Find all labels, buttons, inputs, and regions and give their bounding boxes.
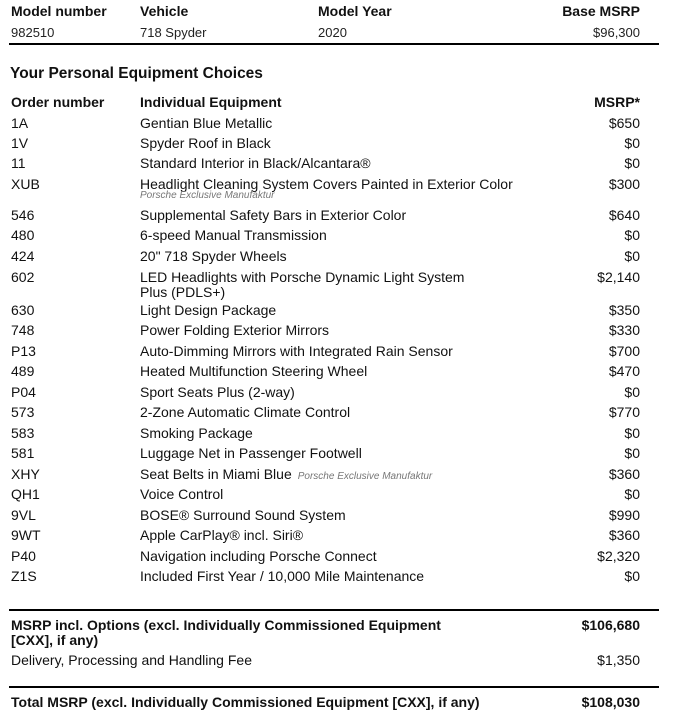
equipment-description: Apple CarPlay® incl. Siri® [140,527,304,543]
section-title: Your Personal Equipment Choices [10,65,263,82]
equipment-price: $0 [624,227,640,243]
msrp-incl-options-value: $106,680 [581,617,640,633]
model-year-value: 2020 [318,25,347,40]
equipment-price: $0 [624,384,640,400]
total-divider [9,686,659,688]
order-code: P13 [11,343,36,359]
equipment-description: Gentian Blue Metallic [140,115,273,131]
equipment-description: Supplemental Safety Bars in Exterior Color [140,207,407,223]
equipment-description: Smoking Package [140,425,253,441]
order-code: 1V [11,135,29,151]
order-code: XUB [11,176,40,192]
order-code: 573 [11,404,35,420]
equipment-price: $0 [624,486,640,502]
equipment-price: $770 [608,404,640,420]
equipment-price: $640 [608,207,640,223]
order-code: XHY [11,466,40,482]
order-code: 581 [11,445,35,461]
base-msrp-header: Base MSRP [562,3,640,19]
equipment-price: $300 [608,176,640,192]
model-number-value: 982510 [11,25,55,40]
order-code: P40 [11,548,36,564]
equipment-price: $2,320 [597,548,640,564]
model-year-header: Model Year [318,3,392,19]
equipment-description: Light Design Package [140,302,277,318]
order-code: 424 [11,248,35,264]
equipment-price: $2,140 [597,269,640,285]
equipment-description: Power Folding Exterior Mirrors [140,322,330,338]
equipment-price: $0 [624,445,640,461]
header-divider [9,43,659,45]
delivery-fee-value: $1,350 [597,652,640,668]
equipment-price: $470 [608,363,640,379]
order-code: P04 [11,384,36,400]
equipment-description: Included First Year / 10,000 Mile Maintenance [140,568,425,584]
order-number-header: Order number [11,94,105,110]
manufaktur-note: Porsche Exclusive Manufaktur [140,190,275,201]
equipment-description: 6-speed Manual Transmission [140,227,327,243]
equipment-description: Auto-Dimming Mirrors with Integrated Rain Sensor [140,343,453,359]
msrp-header: MSRP* [594,94,640,110]
equipment-description [140,467,530,484]
order-code: 489 [11,363,35,379]
msrp-incl-options-label: MSRP incl. Options (excl. Individually Commissioned Equipment [CXX], if any) [11,617,441,648]
equipment-description: Spyder Roof in Black [140,135,271,151]
equipment-description: 20" 718 Spyder Wheels [140,248,287,264]
equipment-description: Voice Control [140,486,224,502]
options-divider [9,609,659,611]
order-code: 9VL [11,507,36,523]
equipment-price: $990 [608,507,640,523]
order-code: 1A [11,115,29,131]
equipment-description: Heated Multifunction Steering Wheel [140,363,368,379]
total-msrp-value: $108,030 [581,694,640,710]
equipment-description-text: Seat Belts in Miami Blue [140,466,292,482]
order-code: 630 [11,302,35,318]
order-code: 583 [11,425,35,441]
equipment-price: $350 [608,302,640,318]
equipment-description: BOSE® Surround Sound System [140,507,346,523]
equipment-price: $0 [624,425,640,441]
order-code: 546 [11,207,35,223]
order-code: 9WT [11,527,41,543]
equipment-price: $360 [608,527,640,543]
vehicle-header-label: Vehicle [140,3,189,19]
order-code: 480 [11,227,35,243]
equipment-description: Navigation including Porsche Connect [140,548,377,564]
equipment-price: $330 [608,322,640,338]
model-number-header: Model number [11,3,107,19]
order-code: QH1 [11,486,40,502]
order-code: 748 [11,322,35,338]
equipment-price: $650 [608,115,640,131]
manufaktur-note: Porsche Exclusive Manufaktur [297,471,433,482]
equipment-price: $0 [624,155,640,171]
equipment-description: Headlight Cleaning System Covers Painted in Exterior Color [140,176,513,192]
total-msrp-label: Total MSRP (excl. Individually Commissioned Equipment [CXX], if any) [11,694,480,710]
equipment-price: $0 [624,135,640,151]
equipment-price: $700 [608,343,640,359]
order-code: Z1S [11,568,37,584]
equipment-description: Luggage Net in Passenger Footwell [140,445,362,461]
equipment-description: Sport Seats Plus (2-way) [140,384,295,400]
equipment-description: LED Headlights with Porsche Dynamic Light System Plus (PDLS+) [140,269,465,300]
equipment-price: $0 [624,568,640,584]
order-code: 11 [11,155,26,171]
base-msrp-value: $96,300 [593,25,640,40]
equipment-description: Standard Interior in Black/Alcantara® [140,155,371,171]
equipment-price: $360 [608,466,640,482]
delivery-fee-label: Delivery, Processing and Handling Fee [11,652,252,668]
vehicle-value: 718 Spyder [140,25,207,40]
equipment-description: 2-Zone Automatic Climate Control [140,404,351,420]
equipment-price: $0 [624,248,640,264]
individual-equipment-header: Individual Equipment [140,94,282,110]
order-code: 602 [11,269,35,285]
